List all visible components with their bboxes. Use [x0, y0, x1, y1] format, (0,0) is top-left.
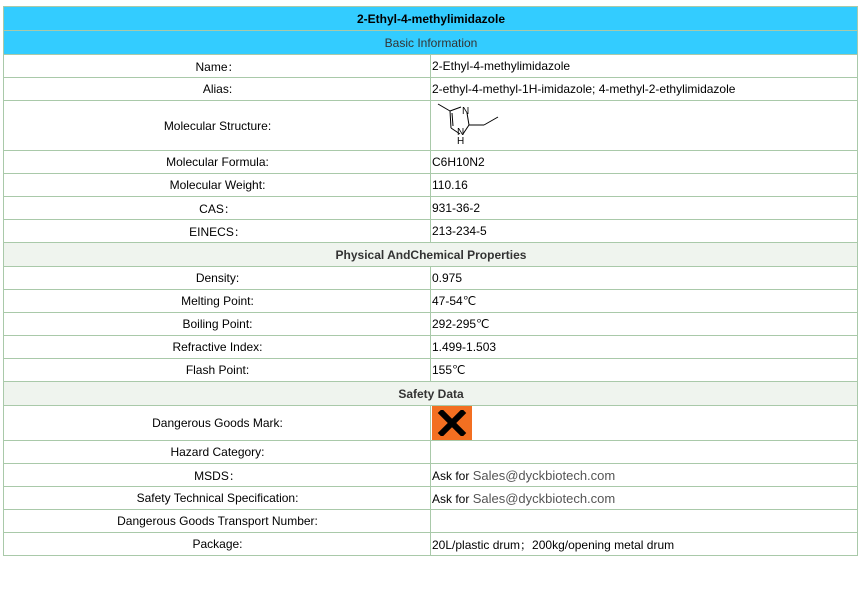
- einecs-value: 213-234-5: [431, 220, 858, 243]
- row-einecs: [4, 220, 858, 243]
- density-label: Density:: [4, 267, 431, 290]
- structure-label: Molecular Structure:: [4, 101, 431, 151]
- flash-value: 155℃: [431, 359, 858, 382]
- section-physical-heading: Physical AndChemical Properties: [4, 243, 858, 267]
- row-refractive: [4, 336, 858, 359]
- row-alias: [4, 78, 858, 101]
- section-physical: [4, 243, 858, 267]
- name-value: 2-Ethyl-4-methylimidazole: [431, 55, 858, 78]
- section-safety-heading: Safety Data: [4, 382, 858, 406]
- weight-value: 110.16: [431, 174, 858, 197]
- row-hazard: [4, 441, 858, 464]
- tech-spec-prefix: Ask for: [432, 491, 473, 506]
- package-value: 20L/plastic drum；200kg/opening metal drum: [431, 533, 858, 556]
- title-row: [4, 7, 858, 31]
- hazard-value: [431, 441, 858, 464]
- refractive-value: 1.499-1.503: [431, 336, 858, 359]
- name-label: Name：: [4, 55, 431, 78]
- molecular-structure-image: [432, 101, 504, 147]
- row-structure: [4, 101, 858, 151]
- flash-label: Flash Point:: [4, 359, 431, 382]
- page-title: 2-Ethyl-4-methylimidazole: [4, 7, 858, 31]
- formula-value: C6H10N2: [431, 151, 858, 174]
- boiling-value: 292-295℃: [431, 313, 858, 336]
- row-boiling: [4, 313, 858, 336]
- row-transport: [4, 510, 858, 533]
- einecs-label: EINECS：: [4, 220, 431, 243]
- transport-value: [431, 510, 858, 533]
- msds-value: [431, 464, 858, 487]
- section-basic-heading: Basic Information: [4, 31, 858, 55]
- row-name: [4, 55, 858, 78]
- row-formula: [4, 151, 858, 174]
- alias-label: Alias:: [4, 78, 431, 101]
- harmful-x-icon: [432, 406, 472, 440]
- row-mark: [4, 406, 858, 441]
- melting-value: 47-54℃: [431, 290, 858, 313]
- row-density: [4, 267, 858, 290]
- melting-label: Melting Point:: [4, 290, 431, 313]
- row-melting: [4, 290, 858, 313]
- row-flash: [4, 359, 858, 382]
- product-info-table: [3, 6, 858, 556]
- row-tech-spec: [4, 487, 858, 510]
- package-label: Package:: [4, 533, 431, 556]
- alias-value: 2-ethyl-4-methyl-1H-imidazole; 4-methyl-2-ethylimidazole: [431, 78, 858, 101]
- refractive-label: Refractive Index:: [4, 336, 431, 359]
- tech-spec-value: [431, 487, 858, 510]
- cas-label: CAS：: [4, 197, 431, 220]
- transport-label: Dangerous Goods Transport Number:: [4, 510, 431, 533]
- atom-nh-label: N: [457, 127, 465, 138]
- tech-spec-email-link[interactable]: Sales@dyckbiotech.com: [472, 490, 616, 506]
- section-basic: [4, 31, 858, 55]
- msds-prefix: Ask for: [432, 468, 473, 483]
- density-value: 0.975: [431, 267, 858, 290]
- row-weight: [4, 174, 858, 197]
- tech-spec-label: Safety Technical Specification:: [4, 487, 431, 510]
- boiling-label: Boiling Point:: [4, 313, 431, 336]
- structure-cell: [431, 101, 858, 151]
- section-safety: [4, 382, 858, 406]
- formula-label: Molecular Formula:: [4, 151, 431, 174]
- msds-label: MSDS：: [4, 464, 431, 487]
- cas-value: 931-36-2: [431, 197, 858, 220]
- msds-email-link[interactable]: Sales@dyckbiotech.com: [472, 467, 616, 483]
- atom-h-label: H: [457, 136, 465, 147]
- mark-cell: [431, 406, 858, 441]
- row-package: [4, 533, 858, 556]
- row-msds: [4, 464, 858, 487]
- row-cas: [4, 197, 858, 220]
- hazard-label: Hazard Category:: [4, 441, 431, 464]
- mark-label: Dangerous Goods Mark:: [4, 406, 431, 441]
- weight-label: Molecular Weight:: [4, 174, 431, 197]
- atom-n-label: N: [462, 106, 470, 117]
